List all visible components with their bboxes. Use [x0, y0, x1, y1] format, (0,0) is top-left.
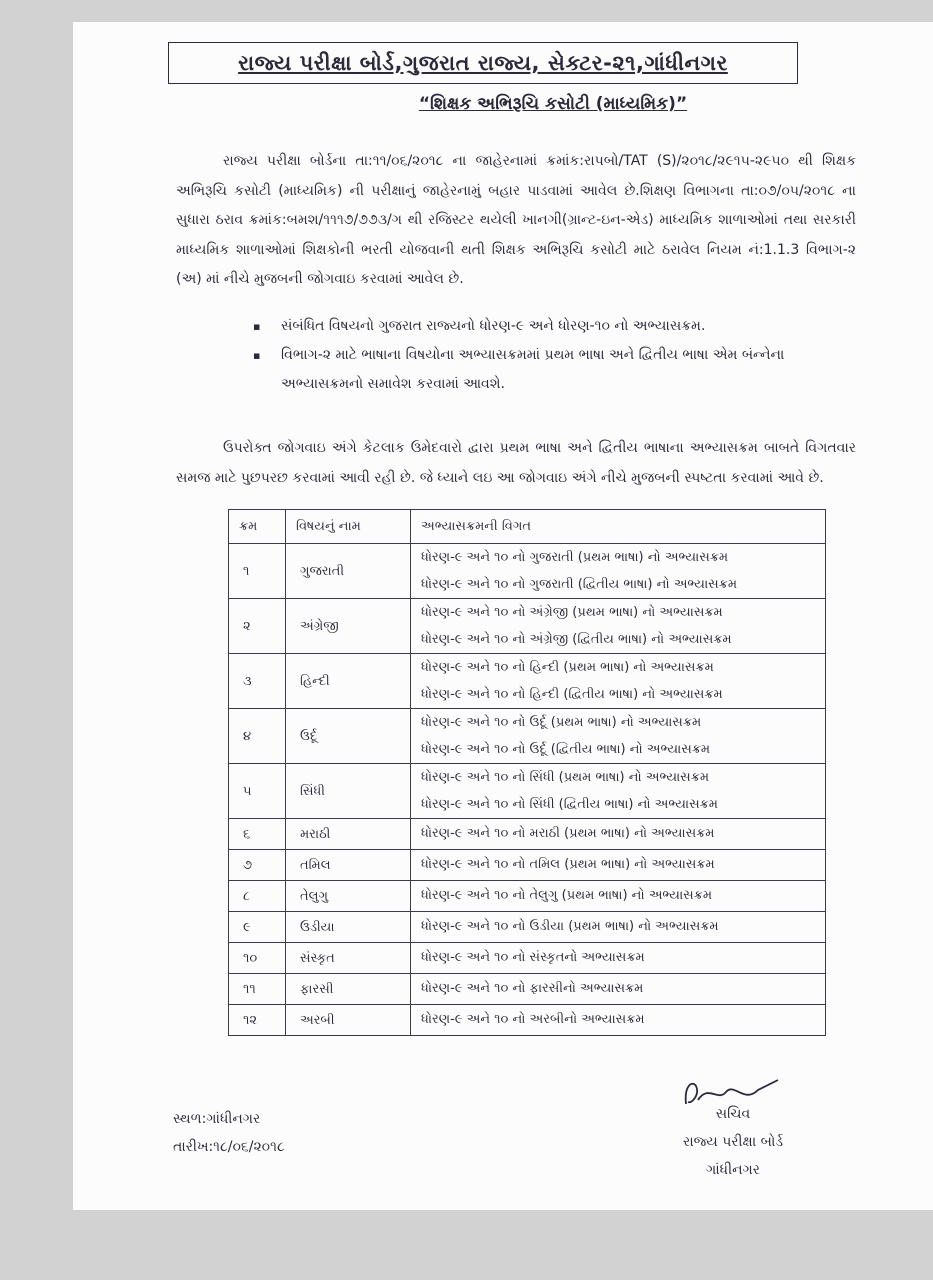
table-header-row [229, 510, 826, 544]
provision-item: ▪ વિભાગ-૨ માટે ભાષાના વિષયોના અભ્યાસક્રમમાં પ્રથમ ભાષા અને દ્વિતીય ભાષા એમ બંન્નેના અભ્યાસક્રમનો સમાવેશ કરવામાં આવશે. [253, 341, 858, 399]
row-number: ૯ [229, 912, 286, 943]
table-row [229, 819, 826, 850]
table-row [229, 912, 826, 943]
table-row [229, 1005, 826, 1036]
row-number: ૧૧ [229, 974, 286, 1005]
date-text: તારીખ:૧૮/૦૬/૨૦૧૮ [173, 1139, 285, 1155]
table-row [229, 654, 826, 709]
row-number: ૪ [229, 709, 286, 764]
syllabus-line: ધોરણ-૯ અને ૧૦ નો અરબીનો અભ્યાસક્રમ [421, 1012, 645, 1027]
table-row [229, 599, 826, 654]
row-number: ૩ [229, 654, 286, 709]
syllabus-line: ધોરણ-૯ અને ૧૦ નો અંગ્રેજી (દ્વિતીય ભાષા) નો અભ્યાસક્રમ [421, 632, 732, 647]
document-subtitle: “શિક્ષક અભિરૂચિ કસોટી (માધ્યમિક)” [418, 94, 688, 114]
table-row [229, 974, 826, 1005]
syllabus-line: ધોરણ-૯ અને ૧૦ નો અંગ્રેજી (પ્રથમ ભાષા) નો અભ્યાસક્રમ [421, 605, 723, 620]
table-row [229, 764, 826, 819]
syllabus-line: ધોરણ-૯ અને ૧૦ નો તેલુગુ (પ્રથમ ભાષા) નો અભ્યાસક્રમ [421, 888, 713, 903]
syllabus-details [411, 654, 826, 709]
syllabus-line: ધોરણ-૯ અને ૧૦ નો તમિલ (પ્રથમ ભાષા) નો અભ્યાસક્રમ [421, 857, 715, 872]
syllabus-details [411, 819, 826, 850]
column-header-number: ક્રમ [229, 510, 286, 544]
table-row [229, 881, 826, 912]
subject-name: તમિલ [286, 850, 411, 881]
syllabus-details [411, 764, 826, 819]
syllabus-details [411, 544, 826, 599]
subject-name: ફારસી [286, 974, 411, 1005]
row-number: ૧૨ [229, 1005, 286, 1036]
city-text: ગાંધીનગર [706, 1162, 760, 1178]
syllabus-line: ધોરણ-૯ અને ૧૦ નો સંસ્કૃતનો અભ્યાસક્રમ [421, 950, 645, 965]
syllabus-details [411, 850, 826, 881]
syllabus-details [411, 599, 826, 654]
syllabus-line: ધોરણ-૯ અને ૧૦ નો સિંધી (દ્વિતીય ભાષા) નો અભ્યાસક્રમ [421, 797, 718, 812]
syllabus-line: ધોરણ-૯ અને ૧૦ નો ગુજરાતી (પ્રથમ ભાષા) નો અભ્યાસક્રમ [421, 550, 729, 565]
table-row [229, 709, 826, 764]
subject-name: સિંધી [286, 764, 411, 819]
row-number: ૬ [229, 819, 286, 850]
syllabus-details [411, 1005, 826, 1036]
column-header-details: અભ્યાસક્રમની વિગત [411, 510, 826, 544]
subject-name: ઉર્દૂ [286, 709, 411, 764]
row-number: ૭ [229, 850, 286, 881]
paragraph-clarification: ઉપરોક્ત જોગવાઇ અંગે કેટલાક ઉમેદવારો દ્વારા પ્રથમ ભાષા અને દ્વિતીય ભાષાના અભ્યાસક્રમ બાબતે વિગતવાર સમજ માટે પુછપરછ કરવામાં આવી રહી છે. જે ધ્યાને લઇ આ જોગવાઇ અંગે નીચે મુજબની સ્પષ્ટતા કરવામાં આવે છે. [176, 440, 856, 486]
subject-name: સંસ્કૃત [286, 943, 411, 974]
table-row [229, 544, 826, 599]
syllabus-line: ધોરણ-૯ અને ૧૦ નો ઉર્દૂ (પ્રથમ ભાષા) નો અભ્યાસક્રમ [421, 715, 702, 730]
header-title: રાજ્ય પરીક્ષા બોર્ડ,ગુજરાત રાજ્ય, સેક્ટર-૨૧,ગાંધીનગર [238, 50, 728, 75]
provision-list [253, 312, 858, 399]
subject-name: તેલુગુ [286, 881, 411, 912]
header-box [168, 42, 798, 84]
subject-name: ઉડીયા [286, 912, 411, 943]
row-number: ૮ [229, 881, 286, 912]
row-number: ૧૦ [229, 943, 286, 974]
bottom-band [0, 1210, 933, 1280]
place-text: સ્થળ:ગાંધીનગર [173, 1111, 261, 1127]
syllabus-line: ધોરણ-૯ અને ૧૦ નો ફારસીનો અભ્યાસક્રમ [421, 981, 644, 996]
subject-name: અંગ્રેજી [286, 599, 411, 654]
syllabus-line: ધોરણ-૯ અને ૧૦ નો સિંધી (પ્રથમ ભાષા) નો અભ્યાસક્રમ [421, 770, 710, 785]
table-row [229, 850, 826, 881]
footer-place-date [173, 1105, 285, 1161]
row-number: ૧ [229, 544, 286, 599]
syllabus-details [411, 709, 826, 764]
designation-text: સચિવ [715, 1106, 751, 1122]
subject-name: અરબી [286, 1005, 411, 1036]
table-body [229, 544, 826, 1036]
syllabus-details [411, 943, 826, 974]
syllabus-details [411, 912, 826, 943]
row-number: ૫ [229, 764, 286, 819]
paragraph-intro: રાજ્ય પરીક્ષા બોર્ડના તા:૧૧/૦૬/૨૦૧૮ ના જાહેરનામાં ક્રમાંક:રાપબો/TAT (S)/૨૦૧૮/૨૯૧૫-૨૯૫૦ થી શિક્ષક અભિરૂચિ કસોટી (માધ્યમિક) ની પરીક્ષાનું જાહેરનામું બહાર પાડવામાં આવેલ છે.શિક્ષણ વિભાગના તા:૦૭/૦૫/૨૦૧૮ ના સુધારા ઠરાવ ક્રમાંક:બમશ/૧૧૧૭/૭૭૩/ગ થી રજિસ્ટર થયેલી ખાનગી(ગ્રાન્ટ-ઇન-એડ) માધ્યમિક શાળાઓમાં તથા સરકારી માધ્યમિક શાળાઓમાં શિક્ષકોની ભરતી યોજવાની થતી શિક્ષક અભિરૂચિ કસોટી માટે ઠરાવેલ નિયમ નં:1.1.3 વિભાગ-૨ (અ) માં નીચે મુજબની જોગવાઇ કરવામાં આવેલ છે. [176, 153, 856, 287]
syllabus-line: ધોરણ-૯ અને ૧૦ નો ઉર્દૂ (દ્વિતીય ભાષા) નો અભ્યાસક્રમ [421, 742, 711, 757]
syllabus-table [228, 509, 826, 1036]
syllabus-details [411, 881, 826, 912]
provision-item: ▪ સંબંધિત વિષયનો ગુજરાત રાજ્યનો ધોરણ-૯ અને ધોરણ-૧૦ નો અભ્યાસક્રમ. [253, 312, 858, 341]
column-header-subject: વિષયનું નામ [286, 510, 411, 544]
syllabus-line: ધોરણ-૯ અને ૧૦ નો હિન્દી (પ્રથમ ભાષા) નો અભ્યાસક્રમ [421, 660, 714, 675]
syllabus-details [411, 974, 826, 1005]
subject-name: મરાઠી [286, 819, 411, 850]
subject-name: હિન્દી [286, 654, 411, 709]
signatory-block [658, 1100, 808, 1184]
syllabus-line: ધોરણ-૯ અને ૧૦ નો મરાઠી (પ્રથમ ભાષા) નો અભ્યાસક્રમ [421, 826, 715, 841]
document-page [73, 22, 933, 1210]
row-number: ૨ [229, 599, 286, 654]
syllabus-line: ધોરણ-૯ અને ૧૦ નો ઉડીયા (પ્રથમ ભાષા) નો અભ્યાસક્રમ [421, 919, 719, 934]
syllabus-line: ધોરણ-૯ અને ૧૦ નો હિન્દી (દ્વિતીય ભાષા) નો અભ્યાસક્રમ [421, 687, 723, 702]
board-text: રાજ્ય પરીક્ષા બોર્ડ [682, 1134, 784, 1150]
subject-name: ગુજરાતી [286, 544, 411, 599]
syllabus-line: ધોરણ-૯ અને ૧૦ નો ગુજરાતી (દ્વિતીય ભાષા) નો અભ્યાસક્રમ [421, 577, 738, 592]
table-row [229, 943, 826, 974]
